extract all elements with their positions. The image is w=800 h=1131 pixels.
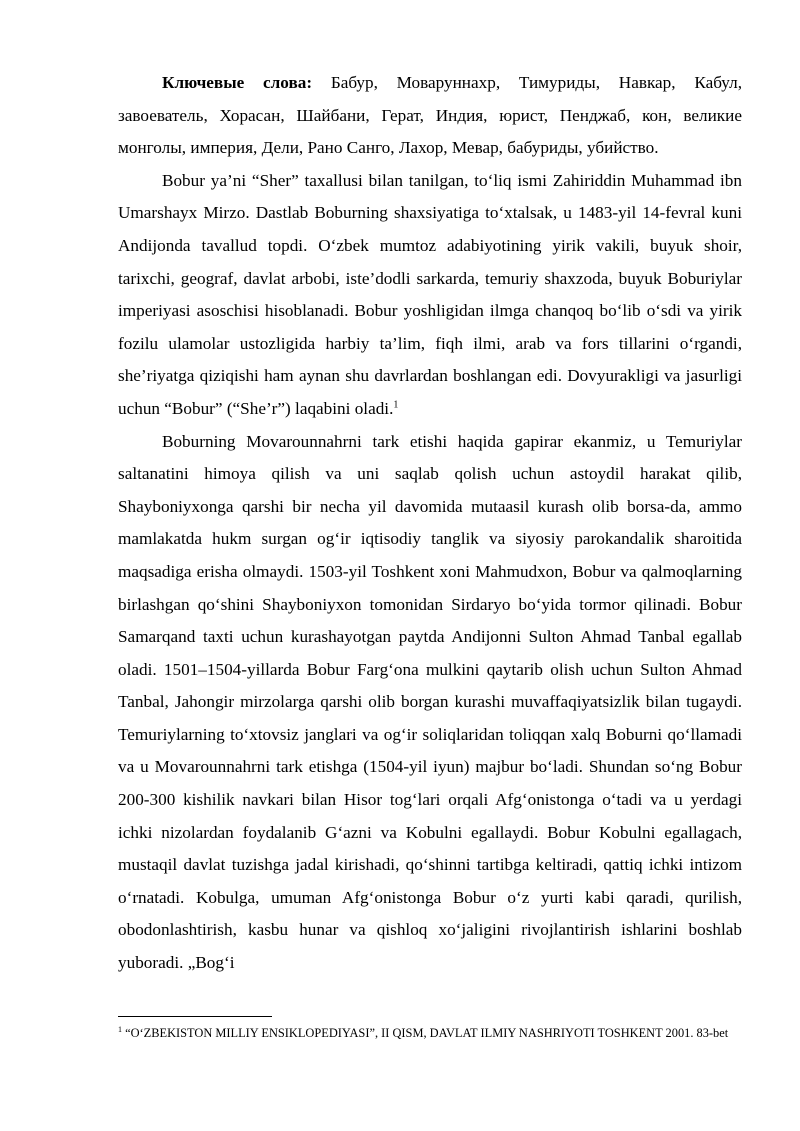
document-body bbox=[118, 67, 742, 980]
footnote bbox=[118, 1024, 742, 1042]
footnote-separator bbox=[118, 1016, 272, 1017]
footnote-reference: 1 bbox=[393, 399, 399, 411]
keywords-text: Бабур, Моваруннахр, Тимуриды, Навкар, Кабул, завоеватель, Хорасан, Шайбани, Герат, Индия, юрист, Пенджаб, кон, великие монголы, империя, Дели, Рано Санго, Лахор, Мевар, бабуриды, убийство. bbox=[118, 73, 743, 158]
paragraph-1 bbox=[118, 165, 742, 426]
footnote-text: “O‘ZBEKISTON MILLIY ENSIKLOPEDIYASI”, II QISM, DAVLAT ILMIY NASHRIYOTI TOSHKENT 2001. 83-bet bbox=[122, 1026, 729, 1040]
paragraph-2-text: Boburning Movarounnahrni tark etishi haqida gapirar ekanmiz, u Temuriylar saltanatini himoya qilish va uni saqlab qolish uchun astoydil harakat qilib, Shayboniyxonga qarshi bir necha yil davomida mutaasil kurash olib borsa-da, ammo mamlakatda hukm surgan og‘ir iqtisodiy tanglik va siyosiy parokandalik sharoitida maqsadiga erisha olmaydi. 1503-yil Toshkent xoni Mahmudxon, Bobur va qalmoqlarning birlashgan qo‘shini Shayboniyxon tomonidan Sirdaryo bo‘yida tormor qilinadi. Bobur Samarqand taxti uchun kurashayotgan paytda Andijonni Sulton Ahmad Tanbal egallab oladi. 1501–1504-yillarda Bobur Farg‘ona mulkini qaytarib olish uchun Sulton Ahmad Tanbal, Jahongir mirzolarga qarshi olib borgan kurashi muvaffaqiyatsizlik bilan tugaydi. Temuriylarning to‘xtovsiz janglari va og‘ir soliqlaridan toliqqan xalq Boburni qo‘llamadi va u Movarounnahrni tark etishga (1504-yil iyun) majbur bo‘ladi. Shundan so‘ng Bobur 200-300 kishilik navkari bilan Hisor tog‘lari orqali Afg‘onistonga o‘tadi va u yerdagi ichki nizolardan foydalanib G‘azni va Kobulni egallaydi. Bobur Kobulni egallagach, mustaqil davlat tuzishga jadal kirishadi, qo‘shinni tartibga keltiradi, qattiq ichki intizom o‘rnatadi. Kobulga, umuman Afg‘onistonga Bobur o‘z yurti kabi qaradi, qurilish, obodonlashtirish, kasbu hunar va qishloq xo‘jaligini rivojlantirish ishlarini boshlab yuboradi. „Bog‘i bbox=[118, 431, 742, 973]
keywords-paragraph bbox=[118, 67, 742, 165]
paragraph-1-text: Bobur ya’ni “Sher” taxallusi bilan tanilgan, to‘liq ismi Zahiriddin Muhammad ibn Umarshayx Mirzo. Dastlab Boburning shaxsiyatiga to‘xtalsak, u 1483-yil 14-fevral kuni Andijonda tavallud topdi. O‘zbek mumtoz adabiyotining yirik vakili, buyuk shoir, tarixchi, geograf, davlat arbobi, iste’dodli sarkarda, temuriy shaxzoda, buyuk Boburiylar imperiyasi asoschisi hisoblanadi. Bobur yoshligidan ilmga chanqoq bo‘lib o‘sdi va yirik fozilu ulamolar ustozligida harbiy ta’lim, fiqh ilmi, arab va fors tillarini o‘rgandi, she’riyatga qiziqishi ham aynan shu davrlardan boshlangan edi. Dovyurakligi va jasurligi uchun “Bobur” (“She’r”) laqabini oladi. bbox=[118, 170, 742, 418]
footnote-marker: 1 bbox=[118, 1024, 122, 1034]
paragraph-2 bbox=[118, 426, 742, 980]
keywords-label: Ключевые слова: bbox=[162, 73, 313, 92]
